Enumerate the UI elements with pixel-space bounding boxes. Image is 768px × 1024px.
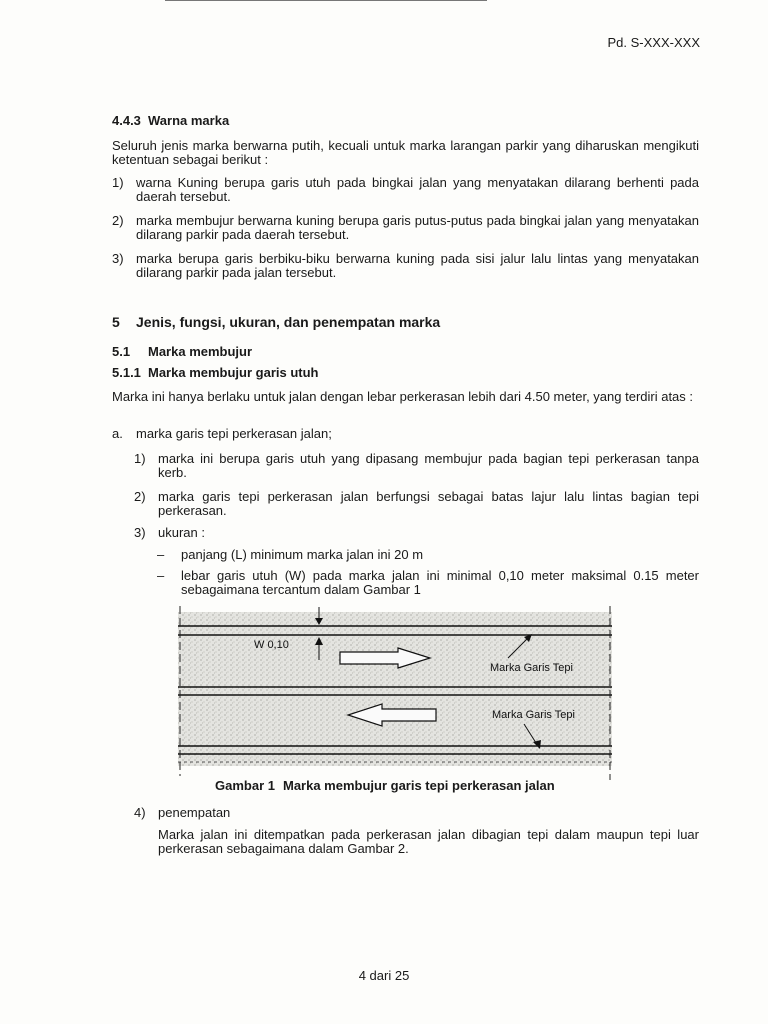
w-dimension-label: W 0,10 (254, 639, 289, 651)
section-title: Marka membujur garis utuh (148, 365, 319, 380)
list-item-a (112, 427, 699, 441)
marka-garis-tepi-label-top: Marka Garis Tepi (490, 662, 573, 674)
section-number: 5.1.1 (112, 365, 141, 380)
figure-caption (215, 778, 555, 793)
caption-label: Gambar 1 (215, 778, 275, 793)
dash-item (157, 548, 699, 562)
sub-list-item (134, 526, 699, 540)
section-intro: Marka ini hanya berlaku untuk jalan dengan lebar perkerasan lebih dari 4.50 meter, yang terdiri atas : (112, 389, 694, 404)
sub-list-item (134, 806, 699, 820)
sub-list-item (134, 452, 699, 480)
list-text: marka garis tepi perkerasan jalan berfungsi sebagai batas lajur lalu lintas bagian tepi perkerasan. (158, 489, 699, 518)
section-heading-5 (112, 314, 440, 330)
top-rule (165, 0, 487, 1)
section-title: Warna marka (148, 113, 230, 128)
section-intro: Seluruh jenis marka berwarna putih, kecuali untuk marka larangan parkir yang diharuskan mengikuti ketentuan sebagai berikut : (112, 138, 699, 167)
list-marker: 4) (134, 805, 146, 820)
section-title: Jenis, fungsi, ukuran, dan penempatan marka (136, 314, 441, 330)
list-marker: 1) (112, 175, 124, 190)
figure-1-road-diagram (176, 604, 616, 780)
list-marker: a. (112, 426, 123, 441)
section-heading-5-1 (112, 344, 252, 359)
list-marker: 3) (112, 251, 124, 266)
marka-garis-tepi-label-bottom: Marka Garis Tepi (492, 709, 575, 721)
list-text: marka ini berupa garis utuh yang dipasang membujur pada bagian tepi perkerasan tanpa kerb. (158, 451, 699, 480)
list-item (112, 176, 699, 204)
list-text: ukuran : (158, 525, 205, 540)
list-item (112, 214, 699, 242)
dash-text: lebar garis utuh (W) pada marka jalan ini minimal 0,10 meter maksimal 0.15 meter sebagaimana tercantum dalam Gambar 1 (181, 568, 699, 597)
list-item (112, 252, 699, 280)
list-text: marka berupa garis berbiku-biku berwarna kuning pada sisi jalur lalu lintas yang menyatakan dilarang parkir pada jalan tersebut. (136, 251, 699, 280)
section-number: 5 (112, 314, 120, 330)
section-number: 5.1 (112, 344, 131, 359)
section-heading-4-4-3 (112, 113, 229, 128)
section-title: Marka membujur (148, 344, 253, 359)
list-marker: 1) (134, 451, 146, 466)
caption-text: Marka membujur garis tepi perkerasan jalan (282, 778, 555, 793)
dash-item (157, 569, 699, 597)
section-number: 4.4.3 (112, 113, 141, 128)
dash-marker: – (157, 547, 165, 562)
list-text: marka membujur berwarna kuning berupa garis putus-putus pada bingkai jalan yang menyatakan dilarang parkir pada daerah tersebut. (136, 213, 699, 242)
placement-text: Marka jalan ini ditempatkan pada perkerasan jalan dibagian tepi dalam maupun tepi luar perkerasan sebagaimana dalam Gambar 2. (158, 827, 699, 856)
section-heading-5-1-1 (112, 365, 318, 380)
list-marker: 2) (112, 213, 124, 228)
document-code: Pd. S-XXX-XXX (607, 35, 700, 50)
list-text: warna Kuning berupa garis utuh pada bingkai jalan yang menyatakan dilarang berhenti pada daerah tersebut. (136, 175, 699, 204)
dash-marker: – (157, 568, 165, 583)
list-marker: 2) (134, 489, 146, 504)
list-title: penempatan (158, 805, 231, 820)
list-text: marka garis tepi perkerasan jalan; (136, 426, 332, 441)
list-marker: 3) (134, 525, 146, 540)
dash-text: panjang (L) minimum marka jalan ini 20 m (181, 547, 424, 562)
sub-list-item (134, 490, 699, 518)
page-number: 4 dari 25 (358, 968, 410, 983)
